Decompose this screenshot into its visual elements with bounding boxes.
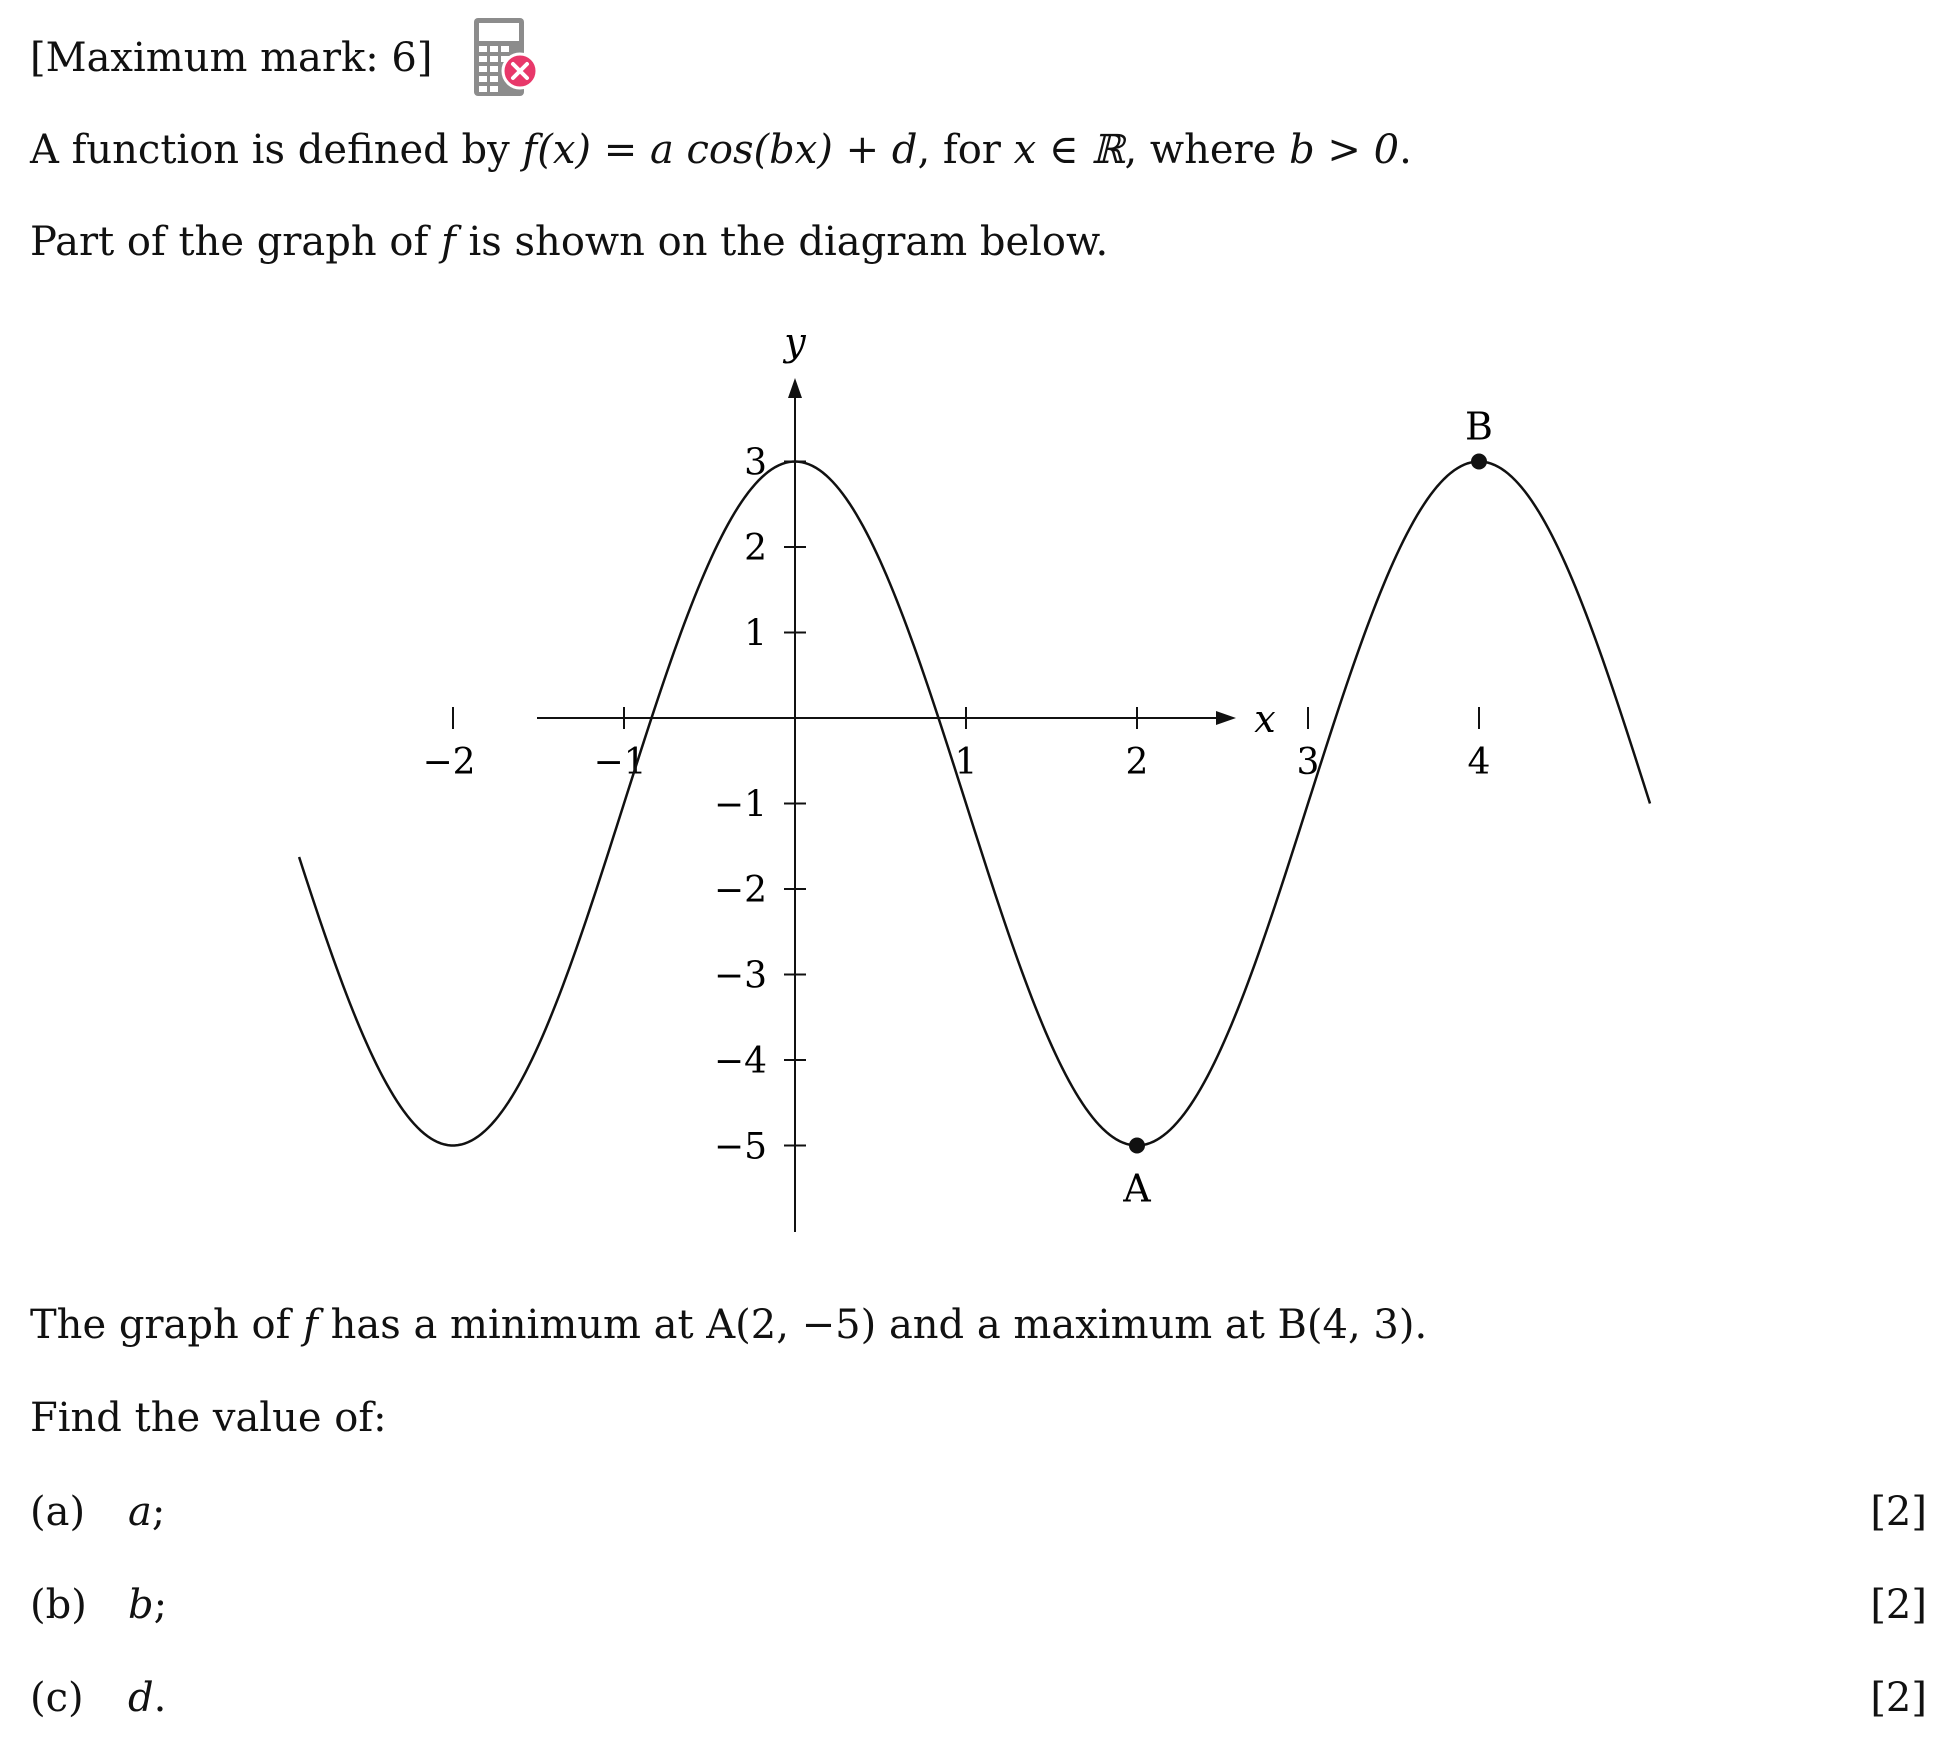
x-tick-label: 4	[1467, 742, 1491, 783]
y-tick-label: 1	[744, 613, 767, 655]
function-graph	[0, 300, 1951, 1250]
point-a	[1129, 1138, 1145, 1154]
axes	[537, 320, 1276, 1232]
minmax-line: The graph of f has a minimum at A(2, −5) and a maximum at B(4, 3).	[30, 1302, 1428, 1348]
x-tick-label: −2	[422, 742, 476, 783]
no-calculator-icon	[472, 16, 540, 100]
ticks	[422, 443, 1490, 1168]
part-a: (a) a;	[30, 1489, 166, 1535]
y-axis-arrow	[788, 378, 802, 398]
point-b	[1471, 454, 1487, 470]
intro-line-2: Part of the graph of f is shown on the diagram below.	[30, 219, 1109, 265]
condition: b > 0	[1289, 127, 1400, 173]
y-axis-label: y	[784, 320, 806, 364]
y-tick-label: −5	[713, 1126, 767, 1168]
y-tick-label: −3	[713, 955, 767, 997]
part-a-marks: [2]	[1870, 1489, 1927, 1535]
y-tick-label: 3	[744, 442, 767, 484]
part-c-marks: [2]	[1870, 1675, 1927, 1721]
intro-line-1: A function is defined by f(x) = a cos(bx) + d, for x ∈ ℝ, where b > 0.	[30, 127, 1412, 173]
x-tick-label: −1	[593, 742, 647, 783]
part-c: (c) d.	[30, 1675, 167, 1721]
find-text: Find the value of:	[30, 1395, 387, 1441]
part-b-marks: [2]	[1870, 1582, 1927, 1628]
point-label-a: A	[1123, 1166, 1151, 1211]
function-definition: f(x) = a cos(bx) + d	[522, 127, 918, 173]
x-tick-label: 1	[954, 742, 978, 783]
max-mark-label: [Maximum mark: 6]	[30, 35, 433, 81]
x-axis-arrow	[1216, 711, 1236, 725]
part-b: (b) b;	[30, 1582, 168, 1628]
point-label-b: B	[1465, 404, 1493, 449]
function-curve	[299, 462, 1650, 1146]
y-tick-label: 2	[744, 528, 767, 569]
x-axis-label: x	[1254, 697, 1276, 741]
y-tick-label: −2	[713, 870, 767, 911]
y-tick-label: −1	[713, 784, 767, 826]
x-tick-label: 3	[1296, 742, 1320, 783]
x-tick-label: 2	[1125, 742, 1149, 783]
y-tick-label: −4	[713, 1041, 767, 1082]
domain: x ∈ ℝ	[1013, 127, 1125, 173]
